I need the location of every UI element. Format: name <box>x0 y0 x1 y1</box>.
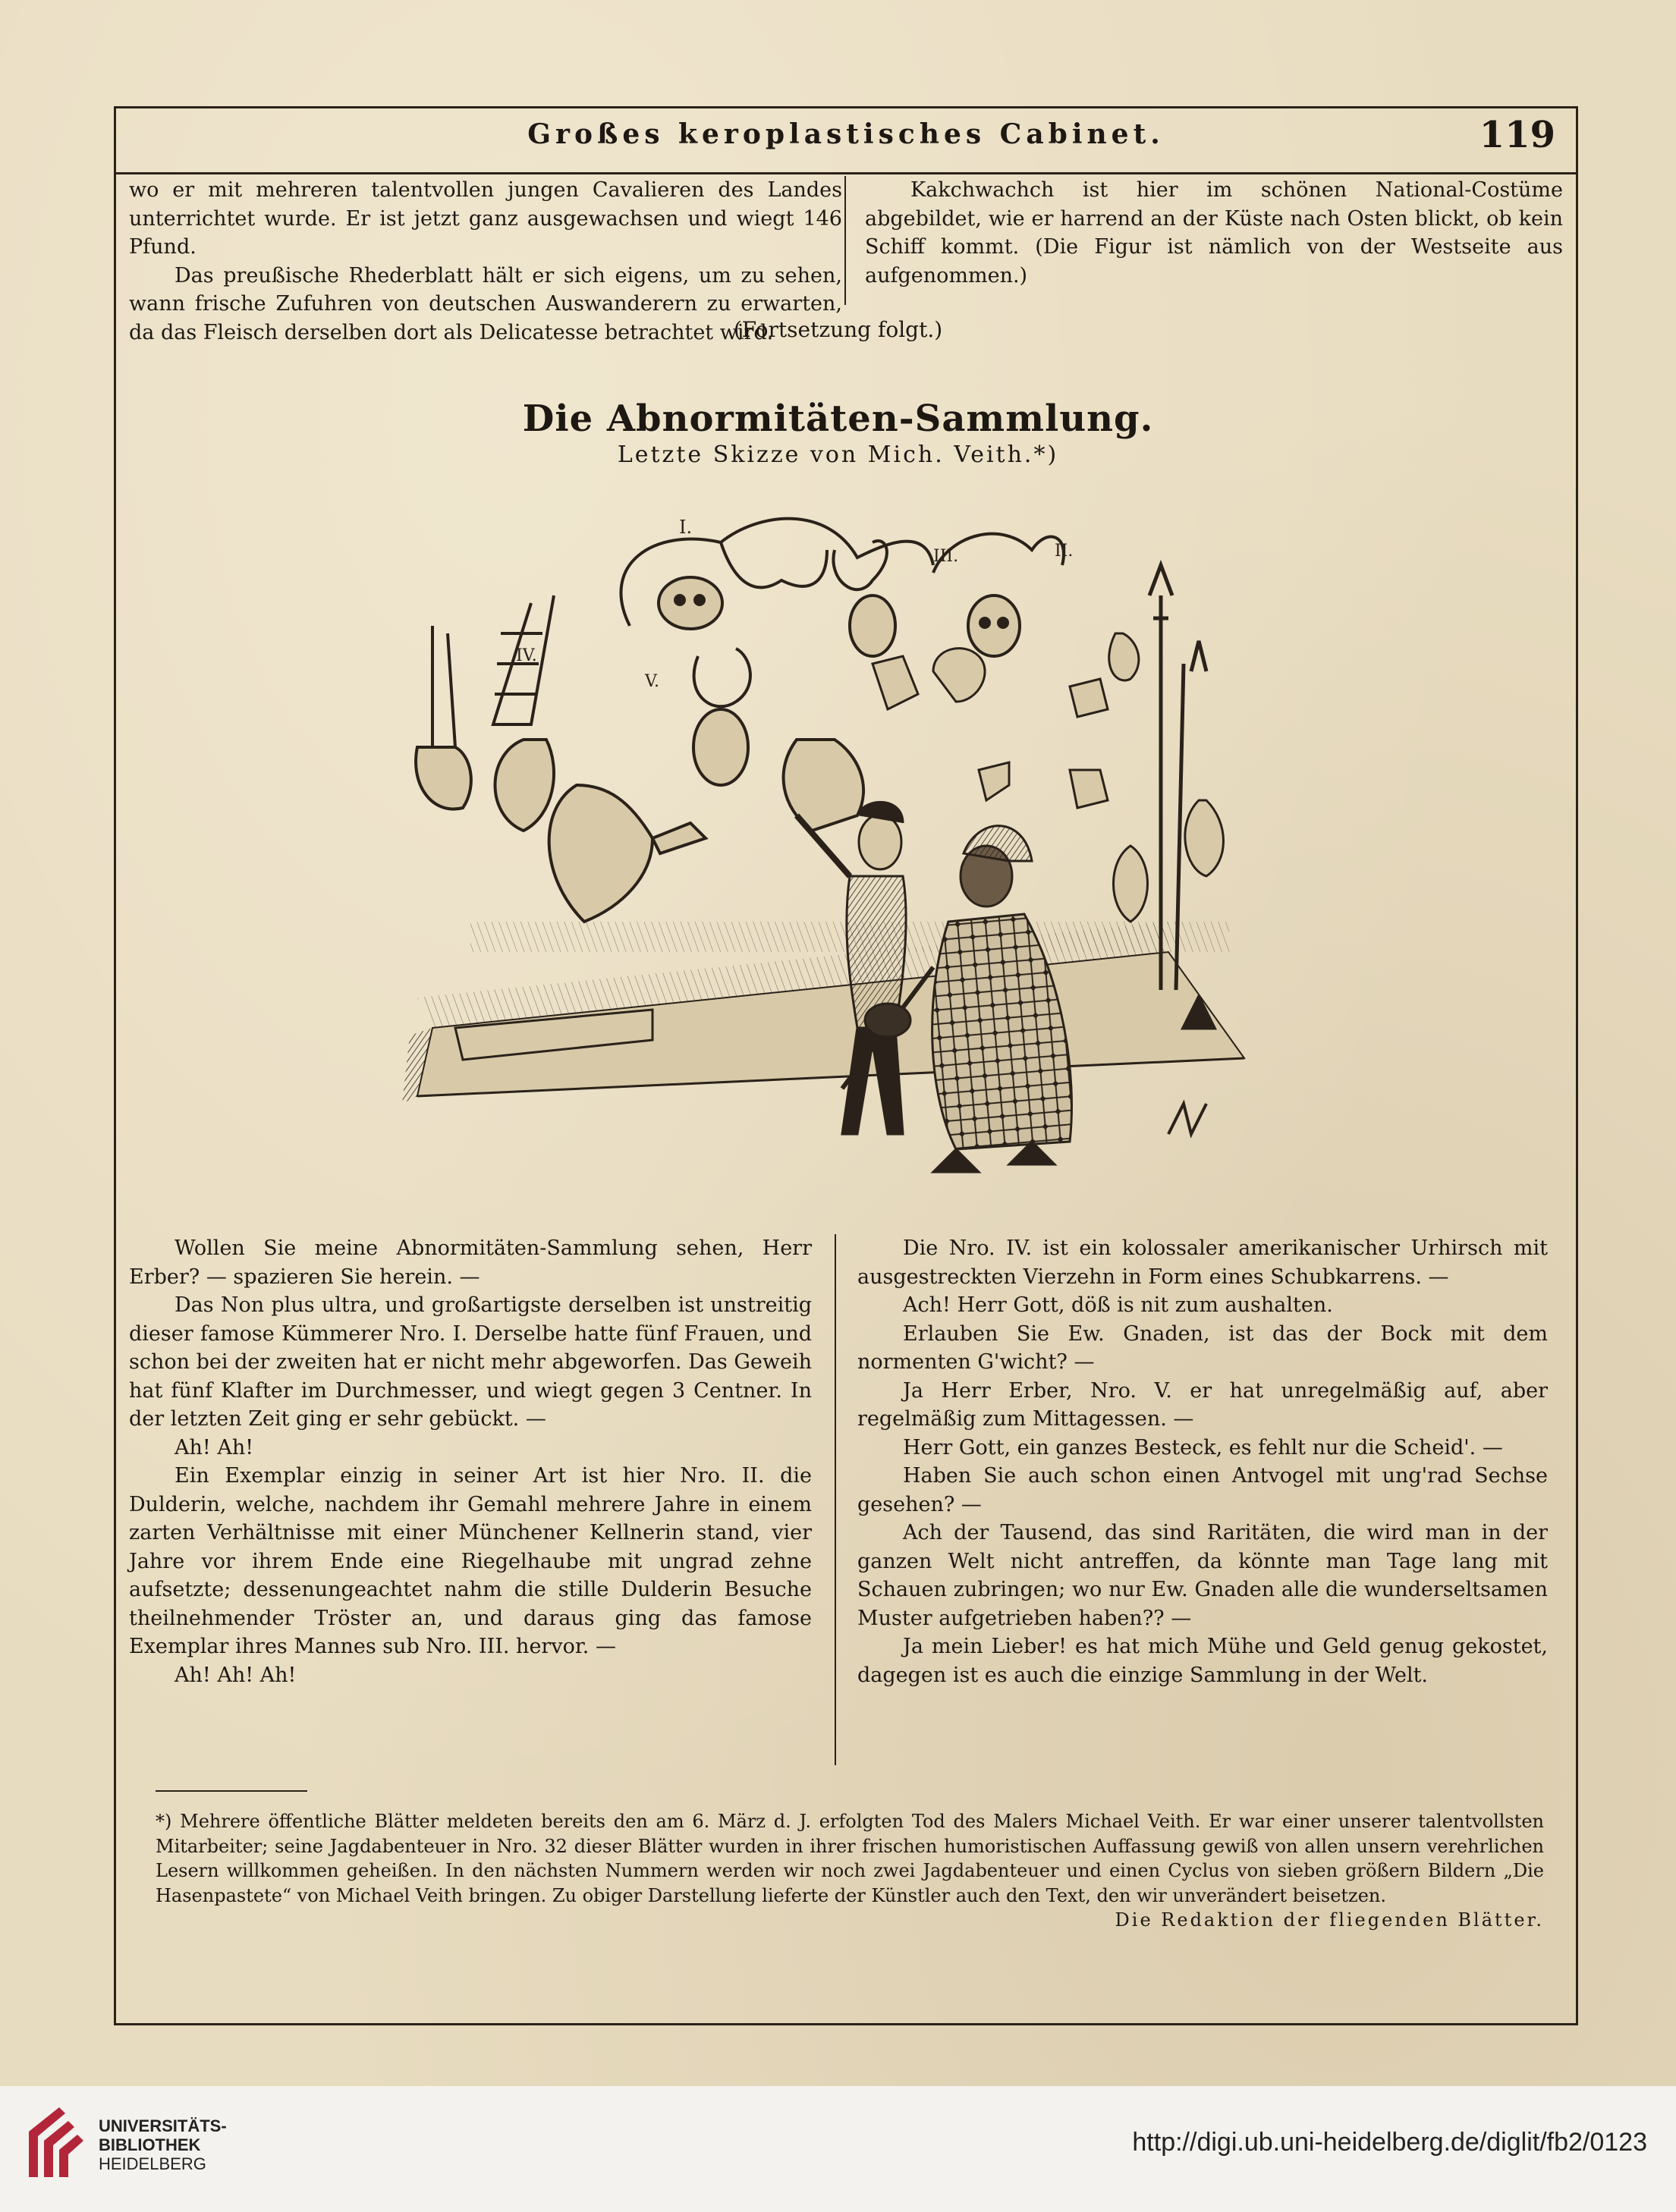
paragraph: Ja mein Lieber! es hat mich Mühe und Geld genug gekostet, dagegen ist es auch die einzige Sammlung in der Welt. <box>857 1635 1548 1687</box>
library-name-line: HEIDELBERG <box>99 2154 206 2173</box>
footnote <box>156 1809 1544 1933</box>
article-subtitle: Letzte Skizze von Mich. Veith.*) <box>617 441 1059 468</box>
article-title: Die Abnormitäten-Sammlung. <box>522 397 1154 440</box>
antler-trophy-7 <box>549 785 706 922</box>
paragraph: Ach der Tausend, das sind Raritäten, die wird man in der ganzen Welt nicht antreffen, da könnte man Tage lang mit Schauen zubringen; wo nur Ew. Gnaden alle die wunderseltsamen Muster aufgetrieben haben?? — <box>857 1521 1548 1630</box>
footnote-rule <box>156 1790 307 1792</box>
top-right-column <box>865 176 1563 290</box>
paragraph: Ein Exemplar einzig in seiner Art ist hier Nro. II. die Dulderin, welche, nachdem ihr Gemahl mehrere Jahre in einem zarten Verhältnisse mit einer Münchener Kellnerin stand, vier Jahre vor ihrem Ende eine Riegelhaube mit ungrad zehne aufsetzte; dessenungeachtet nahm die stille Dulderin Besuche theilnehmender Tröster an, und daraus ging das famose Exemplar ihres Mannes sub Nro. III. hervor. — <box>129 1464 812 1658</box>
paragraph: Ah! Ah! Ah! <box>175 1663 297 1687</box>
column-rule <box>835 1234 836 1765</box>
illustration-label: III. <box>933 547 959 566</box>
weapon-rack <box>1149 565 1214 1028</box>
illustration-label: IV. <box>516 646 537 665</box>
running-head <box>114 106 1578 174</box>
antler-trophy-5 <box>693 649 750 785</box>
running-title: Großes keroplastisches Cabinet. <box>527 118 1165 150</box>
antler-trophy-6 <box>416 626 471 809</box>
illustration-label: I. <box>679 517 693 538</box>
body-right-column <box>857 1234 1548 1689</box>
paragraph: Ach! Herr Gott, döß is nit zum aushalten. <box>903 1293 1333 1317</box>
body-left-column <box>129 1234 812 1689</box>
paragraph: Die Nro. IV. ist ein kolossaler amerikanischer Urhirsch mit ausgestreckten Vierzehn in Form eines Schubkarrens. — <box>857 1236 1548 1289</box>
artist-monogram <box>1168 1104 1206 1134</box>
paragraph: Ah! Ah! <box>175 1435 254 1459</box>
library-name-line: UNIVERSITÄTS- <box>99 2116 227 2135</box>
illustration-label: V. <box>645 672 660 691</box>
antler-trophy-4 <box>493 595 554 831</box>
footnote-signature: Die Redaktion der fliegenden Blätter. <box>1115 1909 1544 1931</box>
paragraph: Erlauben Sie Ew. Gnaden, ist das der Bock mit dem normenten G'wicht? — <box>857 1321 1548 1374</box>
library-name-line: BIBLIOTHEK <box>99 2135 201 2154</box>
paragraph: Herr Gott, ein ganzes Besteck, es fehlt nur die Scheid'. — <box>903 1435 1503 1459</box>
paragraph: wo er mit mehreren talentvollen jungen Cavalieren des Landes unterrichtet wurde. Er ist jetzt ganz ausgewachsen und wiegt 146 Pfund. <box>129 178 842 259</box>
continuation-note: (Fortsetzung folgt.) <box>733 317 943 342</box>
engraving-illustration <box>402 497 1259 1195</box>
wall-trophies-right <box>873 633 1224 922</box>
source-url-link[interactable]: http://digi.ub.uni-heidelberg.de/diglit/fb2/0123 <box>1132 2128 1647 2157</box>
paragraph: Das Non plus ultra, und großartigste derselben ist unstreitig dieser famose Kümmerer Nro. I. Derselbe hatte fünf Frauen, und schon bei der zweiten hat er nicht mehr abgeworfen. Das Geweih hat fünf Klafter im Durchmesser, und wiegt gegen 3 Centner. In der letzten Zeit ging er sehr gebückt. — <box>129 1293 812 1431</box>
paragraph: Ja Herr Erber, Nro. V. er hat unregelmäßig auf, aber regelmäßig zum Mittagessen. — <box>857 1378 1548 1431</box>
paragraph: Haben Sie auch schon einen Antvogel mit ung'rad Sechse gesehen? — <box>857 1464 1548 1516</box>
paragraph: Wollen Sie meine Abnormitäten-Sammlung sehen, Herr Erber? — spazieren Sie herein. — <box>129 1236 812 1289</box>
paragraph: Kakchwachch ist hier im schönen National-Costüme abgebildet, wie er harrend an der Küste nach Osten blickt, ob kein Schiff kommt. (Die Figur ist nämlich von der Westseite aus aufgenommen.) <box>865 178 1563 287</box>
illustration-label: II. <box>1055 542 1074 561</box>
footnote-text: *) Mehrere öffentliche Blätter meldeten bereits den am 6. März d. J. erfolgten Tod des Malers Michael Veith. Er war einer unserer talentvollsten Mitarbeiter; seine Jagdabenteuer in Nro. 32 dieser Blätter wurden in ihrer frischen humoristischen Auffassung gewiß von allen unsern verehrlichen Lesern willkommen geheißen. In den nächsten Nummern werden wir noch zwei Jagdabenteuer und einen Cyclus von sieben größern Bildern „Die Hasenpastete“ von Michael Veith bringen. Zu obiger Darstellung lieferte der Künstler auch den Text, den wir unverändert beisetzen. <box>156 1811 1544 1906</box>
paragraph: Das preußische Rhederblatt hält er sich eigens, um zu sehen, wann frische Zufuhren von deutschen Auswanderern zu erwarten, da das Fleisch derselben dort als Delicatesse betrachtet wird. <box>129 263 842 344</box>
column-rule <box>844 176 846 305</box>
library-logo-icon <box>21 2101 94 2185</box>
antler-trophy-3 <box>833 541 895 656</box>
page-number: 119 <box>1479 114 1555 156</box>
library-name <box>99 2116 227 2173</box>
